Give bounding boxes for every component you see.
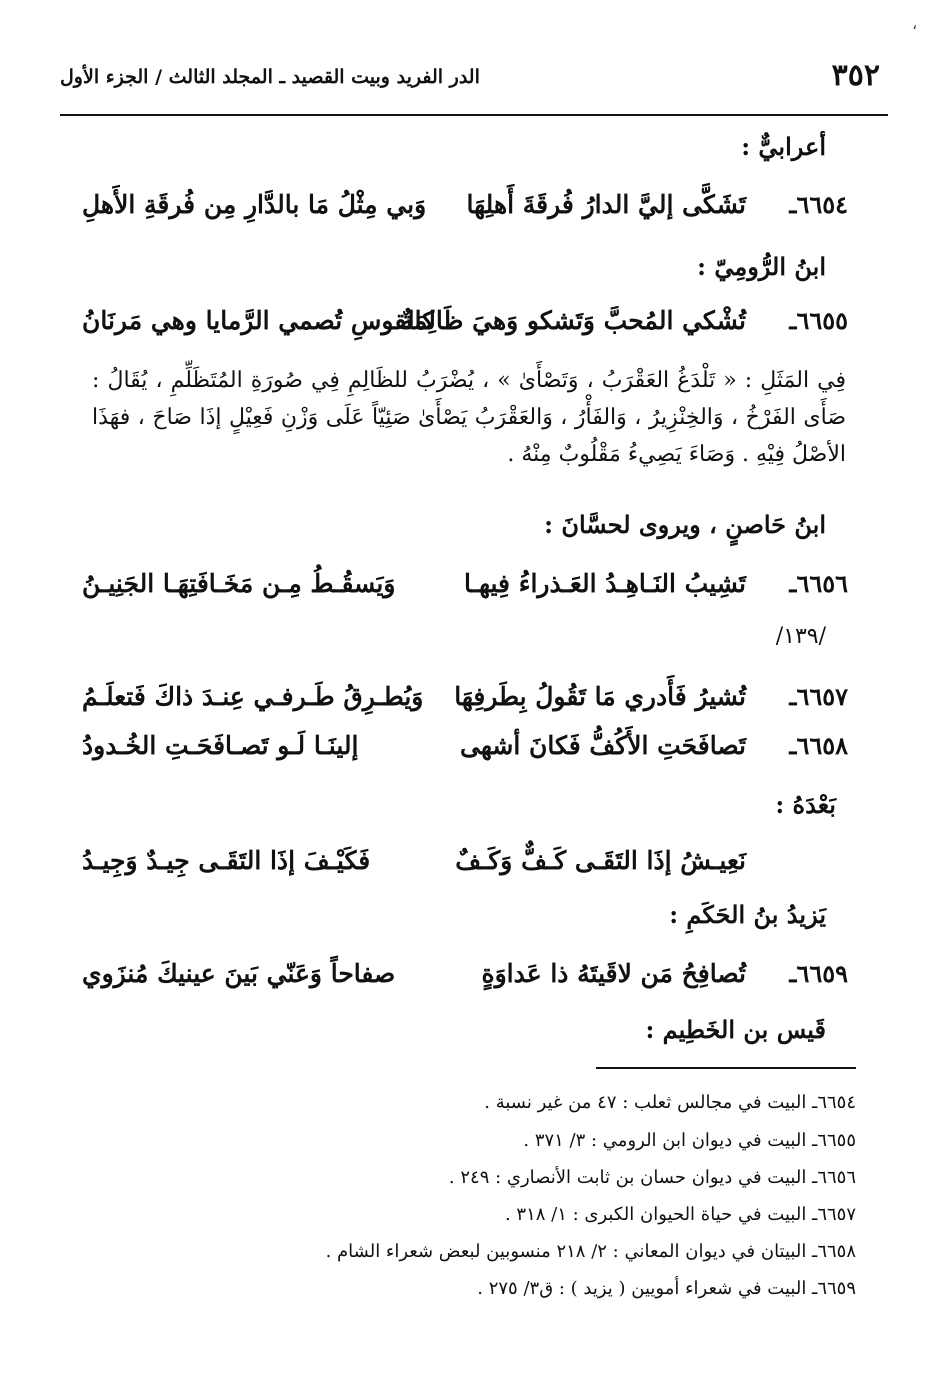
second-hemistich: وَبي مِثْلُ مَا بالدَّارِ مِن فُرقَةِ الأَهلِ	[82, 190, 427, 219]
page-number: ٣٥٢	[831, 58, 880, 93]
first-hemistich: تُصافِحُ مَن لاقَيتَهُ ذا عَداوَةٍ	[481, 959, 746, 988]
verse-6658	[60, 727, 848, 769]
verse-6656	[60, 565, 848, 607]
running-title: الدر الفريد وبيت القصيد ـ المجلد الثالث / الجزء الأول	[60, 66, 480, 88]
footnote-6655: ٦٦٥٥ـ البيت في ديوان ابن الرومي : ٣/ ٣٧١ .	[523, 1130, 856, 1151]
page-header	[60, 58, 888, 98]
manuscript-folio-ref: /١٣٩/	[775, 624, 826, 649]
footnote-6659: ٦٦٥٩ـ البيت في شعراء أمويين ( يزيد ) : ق٣/ ٢٧٥ .	[477, 1278, 856, 1299]
verse-number: ٦٦٥٦ـ	[789, 569, 848, 598]
after-label: بَعْدَهُ :	[775, 790, 836, 819]
first-hemistich: تَصافَحَتِ الأَكُفُّ فَكانَ أشهى	[460, 731, 746, 760]
first-hemistich: تَشِيبُ النَـاهِـدُ العَـذراءُ فِيهـا	[464, 569, 746, 598]
poet-6656: ابنُ حَاصنٍ ، ويروى لحسَّانَ :	[544, 510, 826, 539]
verse-number: ٦٦٥٩ـ	[789, 959, 848, 988]
verse-after	[60, 842, 848, 884]
verse-6659	[60, 955, 848, 997]
header-rule	[60, 114, 888, 116]
first-hemistich: نَعِيـشُ إذَا التَقَـى كَـفٌّ وَكَـفٌ	[455, 846, 746, 875]
verse-number: ٦٦٥٧ـ	[789, 682, 848, 711]
footnote-6658: ٦٦٥٨ـ البيتان في ديوان المعاني : ٢/ ٢١٨ منسوبين لبعض شعراء الشام .	[325, 1241, 856, 1262]
poet-6655: ابنُ الرُّومِيّ :	[697, 252, 826, 281]
verse-number: ٦٦٥٤ـ	[789, 190, 848, 219]
poet-next: قَيس بن الخَطِيم :	[645, 1015, 826, 1044]
poet-6659: يَزيدُ بنُ الحَكَمِ :	[669, 900, 826, 929]
footnote-6657: ٦٦٥٧ـ البيت في حياة الحيوان الكبرى : ١/ ٣١٨ .	[504, 1204, 856, 1225]
corner-mark: ،	[912, 14, 918, 33]
first-hemistich: تُشْكي المُحبَّ وَتَشكو وَهيَ ظَالِمَةٌ	[400, 306, 746, 335]
second-hemistich: إلينَـا لَـو تَصـافَحَـتِ الخُـدودُ	[82, 731, 359, 760]
first-hemistich: تُشيرُ فَأَدري مَا تَقُولُ بِطَرفِهَا	[454, 682, 746, 711]
verse-6657	[60, 678, 848, 720]
second-hemistich: كالقوسِ تُصمي الرَّمايا وهي مَرنَانُ	[82, 306, 435, 335]
commentary-paragraph: فِي المَثَلِ : « تَلْدَغُ العَقْرَبُ ، وَتَصْأَىٰ » ، يُضْرَبُ للظَالِمِ فِي صُورَةِ المُتَظَلِّمِ ، يُقَالُ : صَأَى الفَرْخُ ، وَالخِنْزِيرُ ، وَالفَأْرُ ، وَالعَقْرَبُ يَصْأَىٰ صَئِيّاً عَلَى وَزْنِ فَعِيْلٍ إذَا صَاحَ ، فهَذَا الأصْلُ فِيْهِ . وَصَاءَ يَصِيءُ مَقْلُوبٌ مِنْهُ .	[92, 368, 846, 467]
verse-number: ٦٦٥٥ـ	[789, 306, 848, 335]
second-hemistich: صفاحاً وَعَنّي بَينَ عينيكَ مُنزَوي	[82, 959, 396, 988]
verse-6654	[60, 186, 848, 228]
poet-6654: أعرابيٌّ :	[741, 132, 826, 161]
second-hemistich: وَيَسقُـطُ مِـن مَخَـافَتِهَـا الجَنِيـنُ	[82, 569, 396, 598]
verse-number: ٦٦٥٨ـ	[789, 731, 848, 760]
second-hemistich: فَكَيْـفَ إذَا التَقَـى جِيـدٌ وَجِيـدُ	[82, 846, 371, 875]
footnote-6654: ٦٦٥٤ـ البيت في مجالس ثعلب : ٤٧ من غير نسبة .	[484, 1092, 856, 1113]
footnote-6656: ٦٦٥٦ـ البيت في ديوان حسان بن ثابت الأنصاري : ٢٤٩ .	[448, 1167, 856, 1188]
second-hemistich: وَيُطـرِقُ طَـرفـي عِنـدَ ذاكَ فَتعلَـمُ	[82, 682, 424, 711]
first-hemistich: تَشَكَّى إليَّ الدارُ فُرقَةَ أَهلِهَا	[466, 190, 746, 219]
footnote-rule	[596, 1067, 856, 1069]
verse-6655	[60, 302, 848, 344]
